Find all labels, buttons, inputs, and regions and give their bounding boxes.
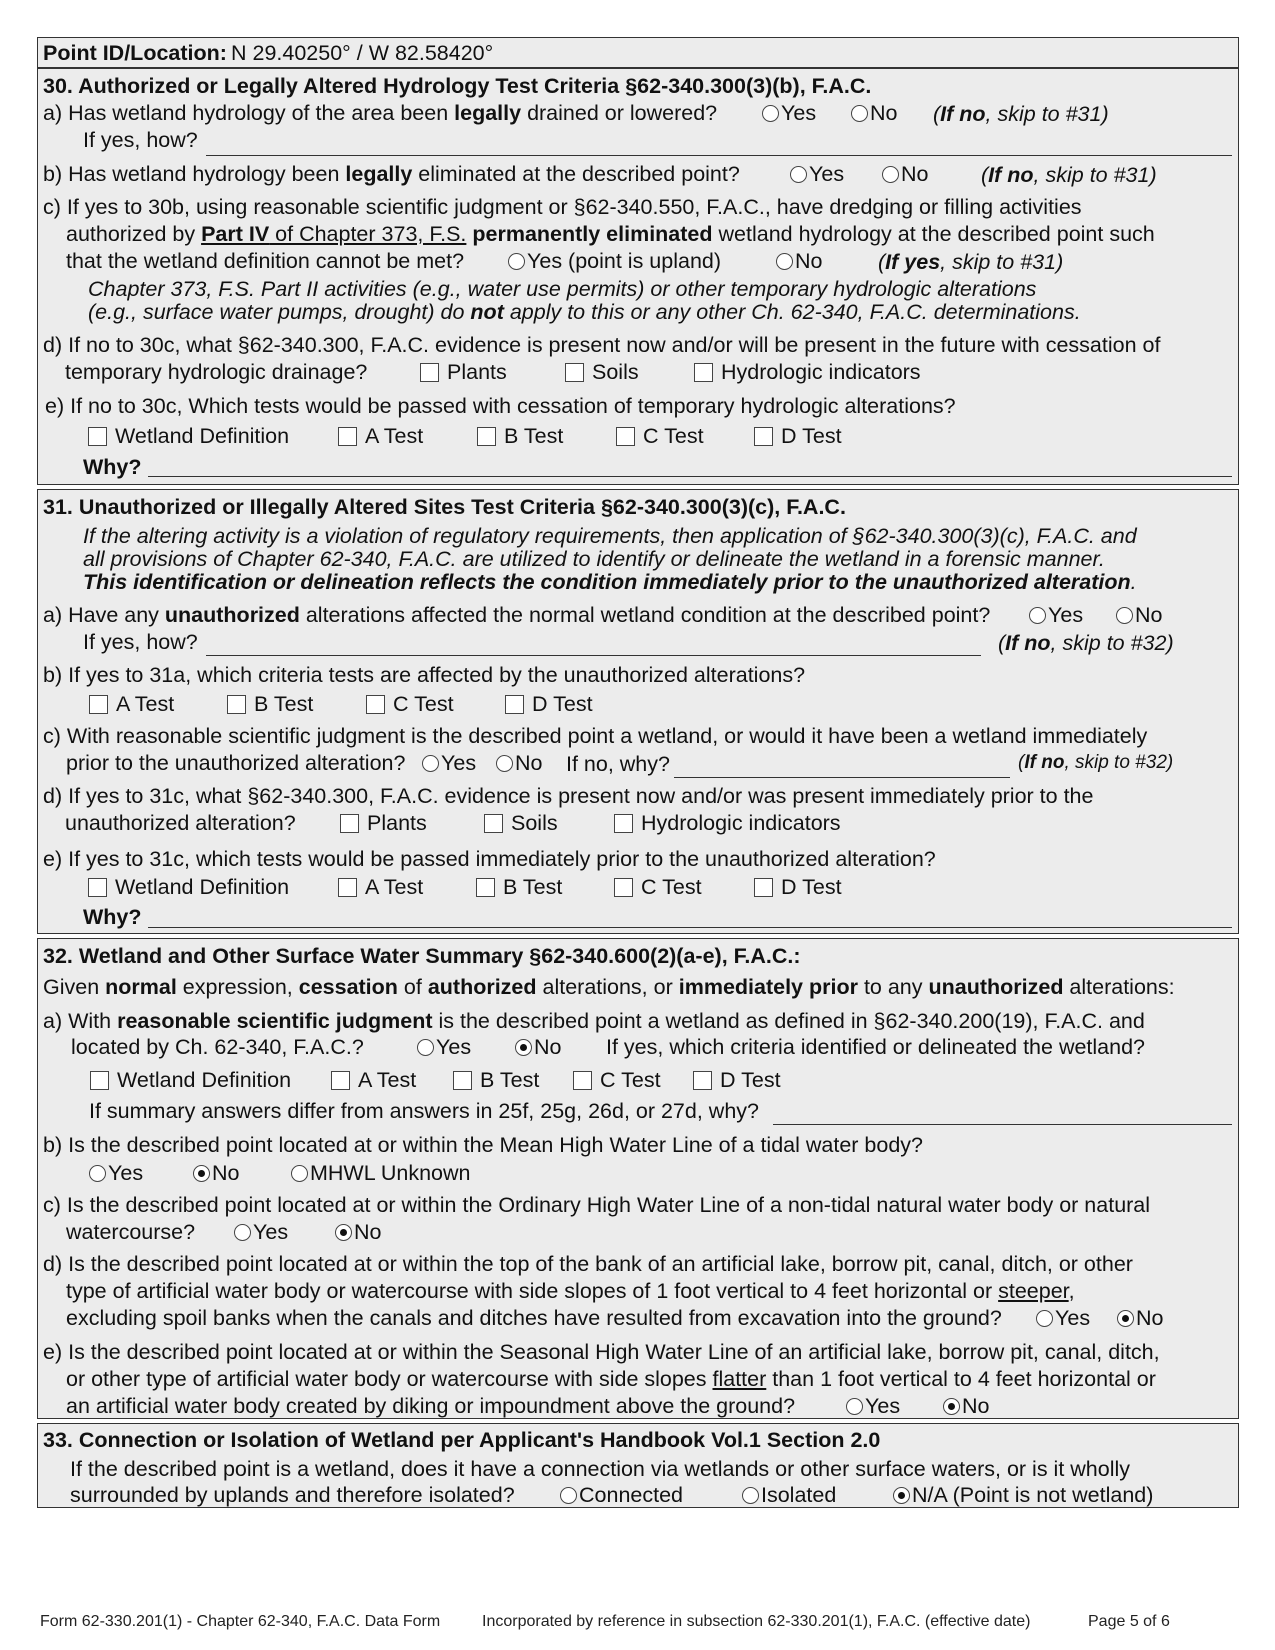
q30b-no-radio[interactable]: No — [882, 161, 928, 188]
section-31 — [37, 489, 1239, 934]
q32a-differ-field[interactable] — [773, 1124, 1232, 1125]
q31d-line1: d) If yes to 31c, what §62-340.300, F.A.C. evidence is present now and/or was present immediately prior to the — [43, 784, 1094, 808]
checkbox-icon — [227, 695, 246, 714]
q31b-d-test-checkbox[interactable]: D Test — [505, 691, 593, 718]
section-32 — [37, 938, 1239, 1419]
q31c-yes-radio[interactable]: Yes — [422, 750, 476, 777]
q32a-b-test-checkbox[interactable]: B Test — [453, 1067, 539, 1094]
q31e-line1: e) If yes to 31c, which tests would be passed immediately prior to the unauthorized alteration? — [43, 847, 936, 871]
q30d-soils-checkbox[interactable]: Soils — [565, 359, 639, 386]
q30c-yes-radio[interactable]: Yes (point is upland) — [508, 248, 721, 275]
q32e-line1: e) Is the described point located at or within the Seasonal High Water Line of an artificial lake, borrow pit, canal, ditch, — [43, 1340, 1160, 1364]
q30a-skip-note: (If no, skip to #31) — [933, 102, 1109, 126]
checkbox-icon — [694, 363, 713, 382]
checkbox-icon — [338, 427, 357, 446]
q31c-why-label: If no, why? — [566, 752, 670, 776]
q33-line2: surrounded by uplands and therefore isolated? — [70, 1483, 515, 1507]
q32a-differ-text: If summary answers differ from answers in 25f, 25g, 26d, or 27d, why? — [89, 1099, 759, 1123]
q33-line1: If the described point is a wetland, does it have a connection via wetlands or other surface waters, or is it wholly — [70, 1457, 1131, 1481]
q31e-a-test-checkbox[interactable]: A Test — [338, 874, 423, 901]
checkbox-icon — [614, 878, 633, 897]
q32a-line1: a) With reasonable scientific judgment is the described point a wetland as defined in §62-340.200(19), F.A.C. and — [43, 1009, 1145, 1033]
q30e-wetland-definition-checkbox[interactable]: Wetland Definition — [88, 423, 289, 450]
q31e-wetland-definition-checkbox[interactable]: Wetland Definition — [88, 874, 289, 901]
radio-icon — [496, 755, 513, 772]
q32d-no-radio[interactable]: No — [1117, 1305, 1163, 1332]
q31c-no-radio[interactable]: No — [496, 750, 542, 777]
q32c-no-radio[interactable]: No — [335, 1219, 381, 1246]
q30a-yes-radio[interactable]: Yes — [762, 100, 816, 127]
s31-note-line1: If the altering activity is a violation of regulatory requirements, then application of §62-340.300(3)(c), F.A.C. and — [83, 524, 1137, 548]
q30b-text: b) Has wetland hydrology been legally eliminated at the described point? — [43, 162, 740, 186]
q31b-a-test-checkbox[interactable]: A Test — [89, 691, 174, 718]
q30e-a-test-checkbox[interactable]: A Test — [338, 423, 423, 450]
q31d-hydrologic-checkbox[interactable]: Hydrologic indicators — [614, 810, 841, 837]
checkbox-icon — [88, 878, 107, 897]
radio-icon — [1116, 607, 1133, 624]
q30a-how-field[interactable] — [206, 155, 1232, 156]
section-33 — [37, 1423, 1239, 1508]
q30c-skip-note: (If yes, skip to #31) — [878, 250, 1064, 274]
radio-selected-icon — [515, 1039, 532, 1056]
q30e-why-label: Why? — [83, 455, 142, 479]
radio-icon — [89, 1165, 106, 1182]
q30a-how-label: If yes, how? — [83, 128, 198, 152]
q31d-soils-checkbox[interactable]: Soils — [484, 810, 558, 837]
point-location-value[interactable]: N 29.40250° / W 82.58420° — [231, 41, 494, 65]
q30e-c-test-checkbox[interactable]: C Test — [616, 423, 704, 450]
q32e-yes-radio[interactable]: Yes — [846, 1393, 900, 1420]
q33-isolated-radio[interactable]: Isolated — [742, 1482, 836, 1509]
q31c-line2: prior to the unauthorized alteration? — [66, 751, 406, 775]
q32a-which-text: If yes, which criteria identified or delineated the wetland? — [606, 1035, 1146, 1059]
checkbox-icon — [477, 427, 496, 446]
q31a-no-radio[interactable]: No — [1116, 602, 1162, 629]
radio-icon — [1029, 607, 1046, 624]
checkbox-icon — [614, 814, 633, 833]
radio-icon — [846, 1398, 863, 1415]
q30d-hydrologic-checkbox[interactable]: Hydrologic indicators — [694, 359, 921, 386]
radio-icon — [291, 1165, 308, 1182]
section-33-title: 33. Connection or Isolation of Wetland per Applicant's Handbook Vol.1 Section 2.0 — [43, 1428, 881, 1452]
checkbox-icon — [331, 1071, 350, 1090]
q30e-b-test-checkbox[interactable]: B Test — [477, 423, 563, 450]
q32a-d-test-checkbox[interactable]: D Test — [693, 1067, 781, 1094]
checkbox-icon — [754, 878, 773, 897]
q31a-how-field[interactable] — [206, 655, 981, 656]
q32c-yes-radio[interactable]: Yes — [234, 1219, 288, 1246]
s31-note-line2: all provisions of Chapter 62-340, F.A.C. are utilized to identify or delineate the wetland in a forensic manner. — [83, 547, 1105, 571]
footer-form-id: Form 62-330.201(1) - Chapter 62-340, F.A.C. Data Form — [40, 1613, 441, 1630]
q30a-no-radio[interactable]: No — [851, 100, 897, 127]
q32e-line2: or other type of artificial water body or watercourse with side slopes flatter than 1 foot vertical to 4 feet horizontal or — [66, 1367, 1156, 1391]
q31a-skip-note: (If no, skip to #32) — [998, 631, 1174, 655]
checkbox-icon — [565, 363, 584, 382]
section-31-title: 31. Unauthorized or Illegally Altered Sites Test Criteria §62-340.300(3)(c), F.A.C. — [43, 495, 846, 519]
q30c-line1: c) If yes to 30b, using reasonable scientific judgment or §62-340.550, F.A.C., have dredging or filling activities — [43, 195, 1082, 219]
section-30 — [37, 68, 1239, 485]
radio-icon — [762, 105, 779, 122]
q30c-line3: that the wetland definition cannot be met? — [66, 249, 465, 273]
q30d-line1: d) If no to 30c, what §62-340.300, F.A.C. evidence is present now and/or will be present in the future with cessation of — [43, 333, 1161, 357]
q32a-line2: located by Ch. 62-340, F.A.C.? — [71, 1035, 364, 1059]
q32d-line1: d) Is the described point located at or within the top of the bank of an artificial lake, borrow pit, canal, ditch, or other — [43, 1252, 1133, 1276]
section-32-title: 32. Wetland and Other Surface Water Summary §62-340.600(2)(a-e), F.A.C.: — [43, 944, 801, 968]
checkbox-icon — [573, 1071, 592, 1090]
checkbox-icon — [90, 1071, 109, 1090]
q31b-line1: b) If yes to 31a, which criteria tests are affected by the unauthorized alterations? — [43, 663, 806, 687]
q32b-yes-radio[interactable]: Yes — [89, 1160, 143, 1187]
checkbox-icon — [453, 1071, 472, 1090]
radio-icon — [560, 1487, 577, 1504]
q32c-line1: c) Is the described point located at or within the Ordinary High Water Line of a non-tidal natural water body or natural — [43, 1193, 1151, 1217]
checkbox-icon — [89, 695, 108, 714]
radio-icon — [422, 755, 439, 772]
q32e-line3: an artificial water body created by diking or impoundment above the ground? — [66, 1394, 796, 1418]
q31e-c-test-checkbox[interactable]: C Test — [614, 874, 702, 901]
q30d-plants-checkbox[interactable]: Plants — [420, 359, 507, 386]
q33-connected-radio[interactable]: Connected — [560, 1482, 683, 1509]
radio-icon — [882, 166, 899, 183]
s32-intro: Given normal expression, cessation of authorized alterations, or immediately prior to any unauthorized alterations: — [43, 975, 1175, 999]
q32b-no-radio[interactable]: No — [193, 1160, 239, 1187]
q31a-how-label: If yes, how? — [83, 630, 198, 654]
radio-icon — [508, 253, 525, 270]
point-location-box — [37, 37, 1239, 68]
q30c-note-line2: (e.g., surface water pumps, drought) do not apply to this or any other Ch. 62-340, F.A.C. determinations. — [88, 300, 1081, 324]
q30d-line2: temporary hydrologic drainage? — [65, 360, 368, 384]
checkbox-icon — [338, 878, 357, 897]
checkbox-icon — [88, 427, 107, 446]
q31e-why-field[interactable] — [148, 927, 1232, 928]
q30a-text: a) Has wetland hydrology of the area been legally drained or lowered? — [43, 101, 718, 125]
q31c-why-field[interactable] — [674, 777, 1010, 778]
checkbox-icon — [693, 1071, 712, 1090]
q32d-line2: type of artificial water body or watercourse with side slopes of 1 foot vertical to 4 feet horizontal or steeper, — [66, 1279, 1075, 1303]
q30e-why-field[interactable] — [148, 476, 1232, 477]
radio-icon — [417, 1039, 434, 1056]
q32a-c-test-checkbox[interactable]: C Test — [573, 1067, 661, 1094]
radio-selected-icon — [1117, 1310, 1134, 1327]
q31d-plants-checkbox[interactable]: Plants — [340, 810, 427, 837]
q30c-no-radio[interactable]: No — [776, 248, 822, 275]
radio-icon — [851, 105, 868, 122]
q32a-no-radio[interactable]: No — [515, 1034, 561, 1061]
q31e-d-test-checkbox[interactable]: D Test — [754, 874, 842, 901]
q30b-skip-note: (If no, skip to #31) — [981, 163, 1157, 187]
q30b-yes-radio[interactable]: Yes — [790, 161, 844, 188]
q31e-why-label: Why? — [83, 905, 142, 929]
checkbox-icon — [484, 814, 503, 833]
q32d-line3: excluding spoil banks when the canals and ditches have resulted from excavation into the ground? — [66, 1306, 1002, 1330]
footer-incorporated: Incorporated by reference in subsection 62-330.201(1), F.A.C. (effective date) — [482, 1613, 1031, 1630]
q32d-yes-radio[interactable]: Yes — [1036, 1305, 1090, 1332]
checkbox-icon — [754, 427, 773, 446]
q31e-b-test-checkbox[interactable]: B Test — [476, 874, 562, 901]
checkbox-icon — [505, 695, 524, 714]
checkbox-icon — [366, 695, 385, 714]
q32b-line1: b) Is the described point located at or within the Mean High Water Line of a tidal water body? — [43, 1133, 923, 1157]
radio-icon — [1036, 1310, 1053, 1327]
q32a-a-test-checkbox[interactable]: A Test — [331, 1067, 416, 1094]
q30c-note-line1: Chapter 373, F.S. Part II activities (e.g., water use permits) or other temporary hydrologic alterations — [88, 277, 1037, 301]
q31c-line1: c) With reasonable scientific judgment is the described point a wetland, or would it have been a wetland immediately — [43, 724, 1148, 748]
q31c-skip-note: (If no, skip to #32) — [1018, 752, 1174, 773]
q31a-yes-radio[interactable]: Yes — [1029, 602, 1083, 629]
q30e-d-test-checkbox[interactable]: D Test — [754, 423, 842, 450]
q32a-yes-radio[interactable]: Yes — [417, 1034, 471, 1061]
point-location-label: Point ID/Location: — [43, 41, 227, 65]
checkbox-icon — [616, 427, 635, 446]
radio-icon — [790, 166, 807, 183]
q31a-text: a) Have any unauthorized alterations affected the normal wetland condition at the described point? — [43, 603, 991, 627]
radio-icon — [742, 1487, 759, 1504]
s31-note-line3: This identification or delineation reflects the condition immediately prior to the unauthorized alteration. — [83, 570, 1137, 594]
radio-icon — [234, 1224, 251, 1241]
footer-page-number: Page 5 of 6 — [1088, 1613, 1170, 1630]
q31b-b-test-checkbox[interactable]: B Test — [227, 691, 313, 718]
q33-na-radio[interactable]: N/A (Point is not wetland) — [893, 1482, 1153, 1509]
radio-selected-icon — [893, 1487, 910, 1504]
q30c-line2: authorized by Part IV of Chapter 373, F.S. permanently eliminated wetland hydrology at the described point such — [66, 222, 1155, 246]
radio-selected-icon — [943, 1398, 960, 1415]
radio-icon — [776, 253, 793, 270]
q32b-unknown-radio[interactable]: MHWL Unknown — [291, 1160, 471, 1187]
checkbox-icon — [476, 878, 495, 897]
radio-selected-icon — [335, 1224, 352, 1241]
checkbox-icon — [340, 814, 359, 833]
checkbox-icon — [420, 363, 439, 382]
q32a-wetland-definition-checkbox[interactable]: Wetland Definition — [90, 1067, 291, 1094]
q32c-line2: watercourse? — [66, 1220, 196, 1244]
radio-selected-icon — [193, 1165, 210, 1182]
q31b-c-test-checkbox[interactable]: C Test — [366, 691, 454, 718]
q30e-line1: e) If no to 30c, Which tests would be passed with cessation of temporary hydrologic alterations? — [45, 394, 956, 418]
section-30-title: 30. Authorized or Legally Altered Hydrology Test Criteria §62-340.300(3)(b), F.A.C. — [43, 74, 872, 98]
q32e-no-radio[interactable]: No — [943, 1393, 989, 1420]
q31d-line2: unauthorized alteration? — [65, 811, 296, 835]
